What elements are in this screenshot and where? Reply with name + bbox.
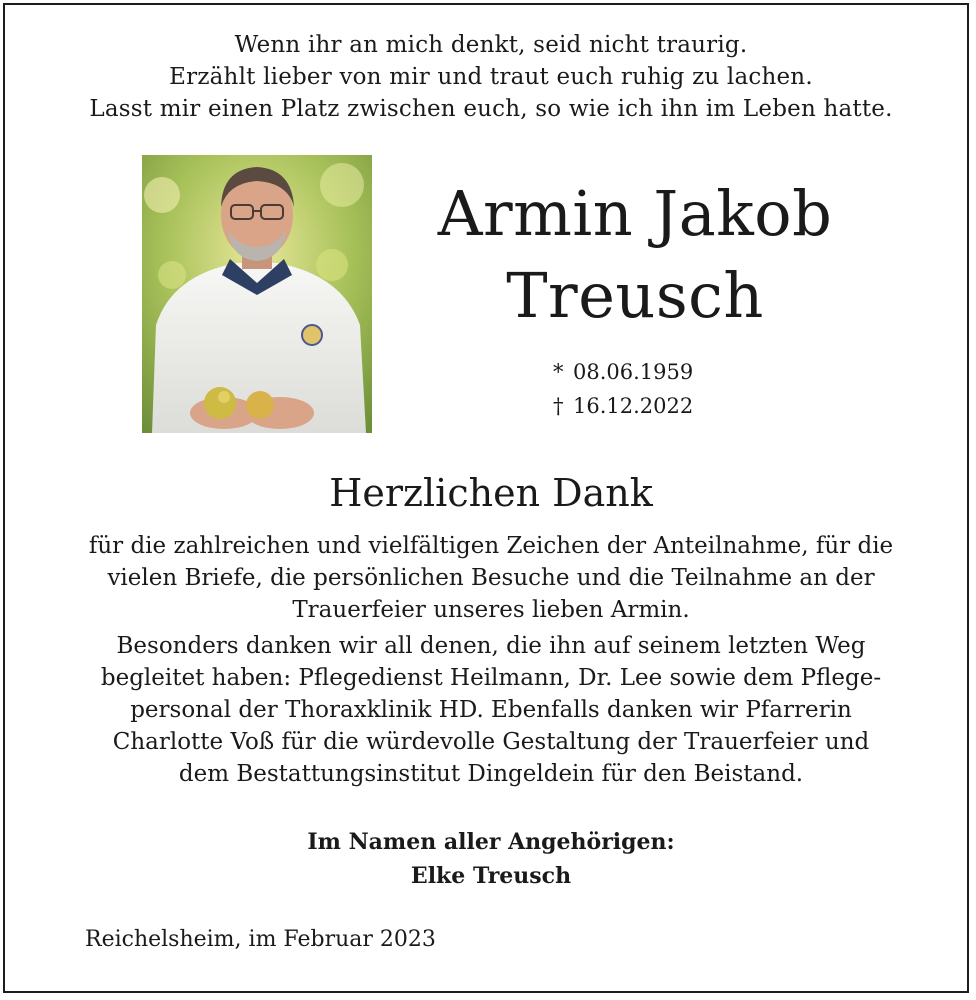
birth-date-row — [553, 355, 693, 389]
poem-line: Lasst mir einen Platz zwischen euch, so wie ich ihn im Leben hatte. — [89, 96, 893, 122]
poem — [5, 29, 976, 125]
birth-date: 08.06.1959 — [573, 360, 694, 384]
name-line-1: Armin Jakob — [437, 177, 833, 250]
text-line: Besonders danken wir all denen, die ihn auf seinem letzten Weg — [116, 633, 866, 659]
text-line: Trauerfeier unseres lieben Armin. — [292, 597, 690, 623]
cross-icon: † — [553, 394, 564, 418]
death-date-row — [553, 389, 693, 423]
text-line: Charlotte Voß für die würdevolle Gestaltung der Trauerfeier und — [112, 729, 870, 755]
text-line: vielen Briefe, die persönlichen Besuche und die Teilnahme an der — [107, 565, 875, 591]
text-line: für die zahlreichen und vielfältigen Zeichen der Anteilnahme, für die — [88, 533, 894, 559]
signature-line-1: Im Namen aller Angehörigen: — [307, 829, 675, 855]
poem-line: Wenn ihr an mich denkt, seid nicht traurig. — [234, 32, 748, 58]
birth-symbol: * — [553, 360, 564, 384]
signature — [5, 825, 976, 893]
text-line: personal der Thoraxklinik HD. Ebenfalls danken wir Pfarrerin — [130, 697, 852, 723]
text-line: begleitet haben: Pflegedienst Heilmann, Dr. Lee sowie dem Pflege- — [100, 665, 882, 691]
signature-line-2: Elke Treusch — [410, 863, 572, 889]
thanks-heading: Herzlichen Dank — [329, 471, 653, 515]
deceased-name — [405, 173, 865, 337]
place-date: Reichelsheim, im Februar 2023 — [85, 927, 436, 952]
portrait-photo — [142, 155, 372, 433]
poem-line: Erzählt lieber von mir und traut euch ruhig zu lachen. — [169, 64, 813, 90]
thanks-text — [5, 530, 976, 790]
name-line-2: Treusch — [506, 259, 764, 332]
life-dates — [553, 355, 693, 423]
text-line: dem Bestattungsinstitut Dingeldein für den Beistand. — [178, 761, 804, 787]
death-date: 16.12.2022 — [573, 394, 694, 418]
obituary-notice — [3, 3, 969, 993]
